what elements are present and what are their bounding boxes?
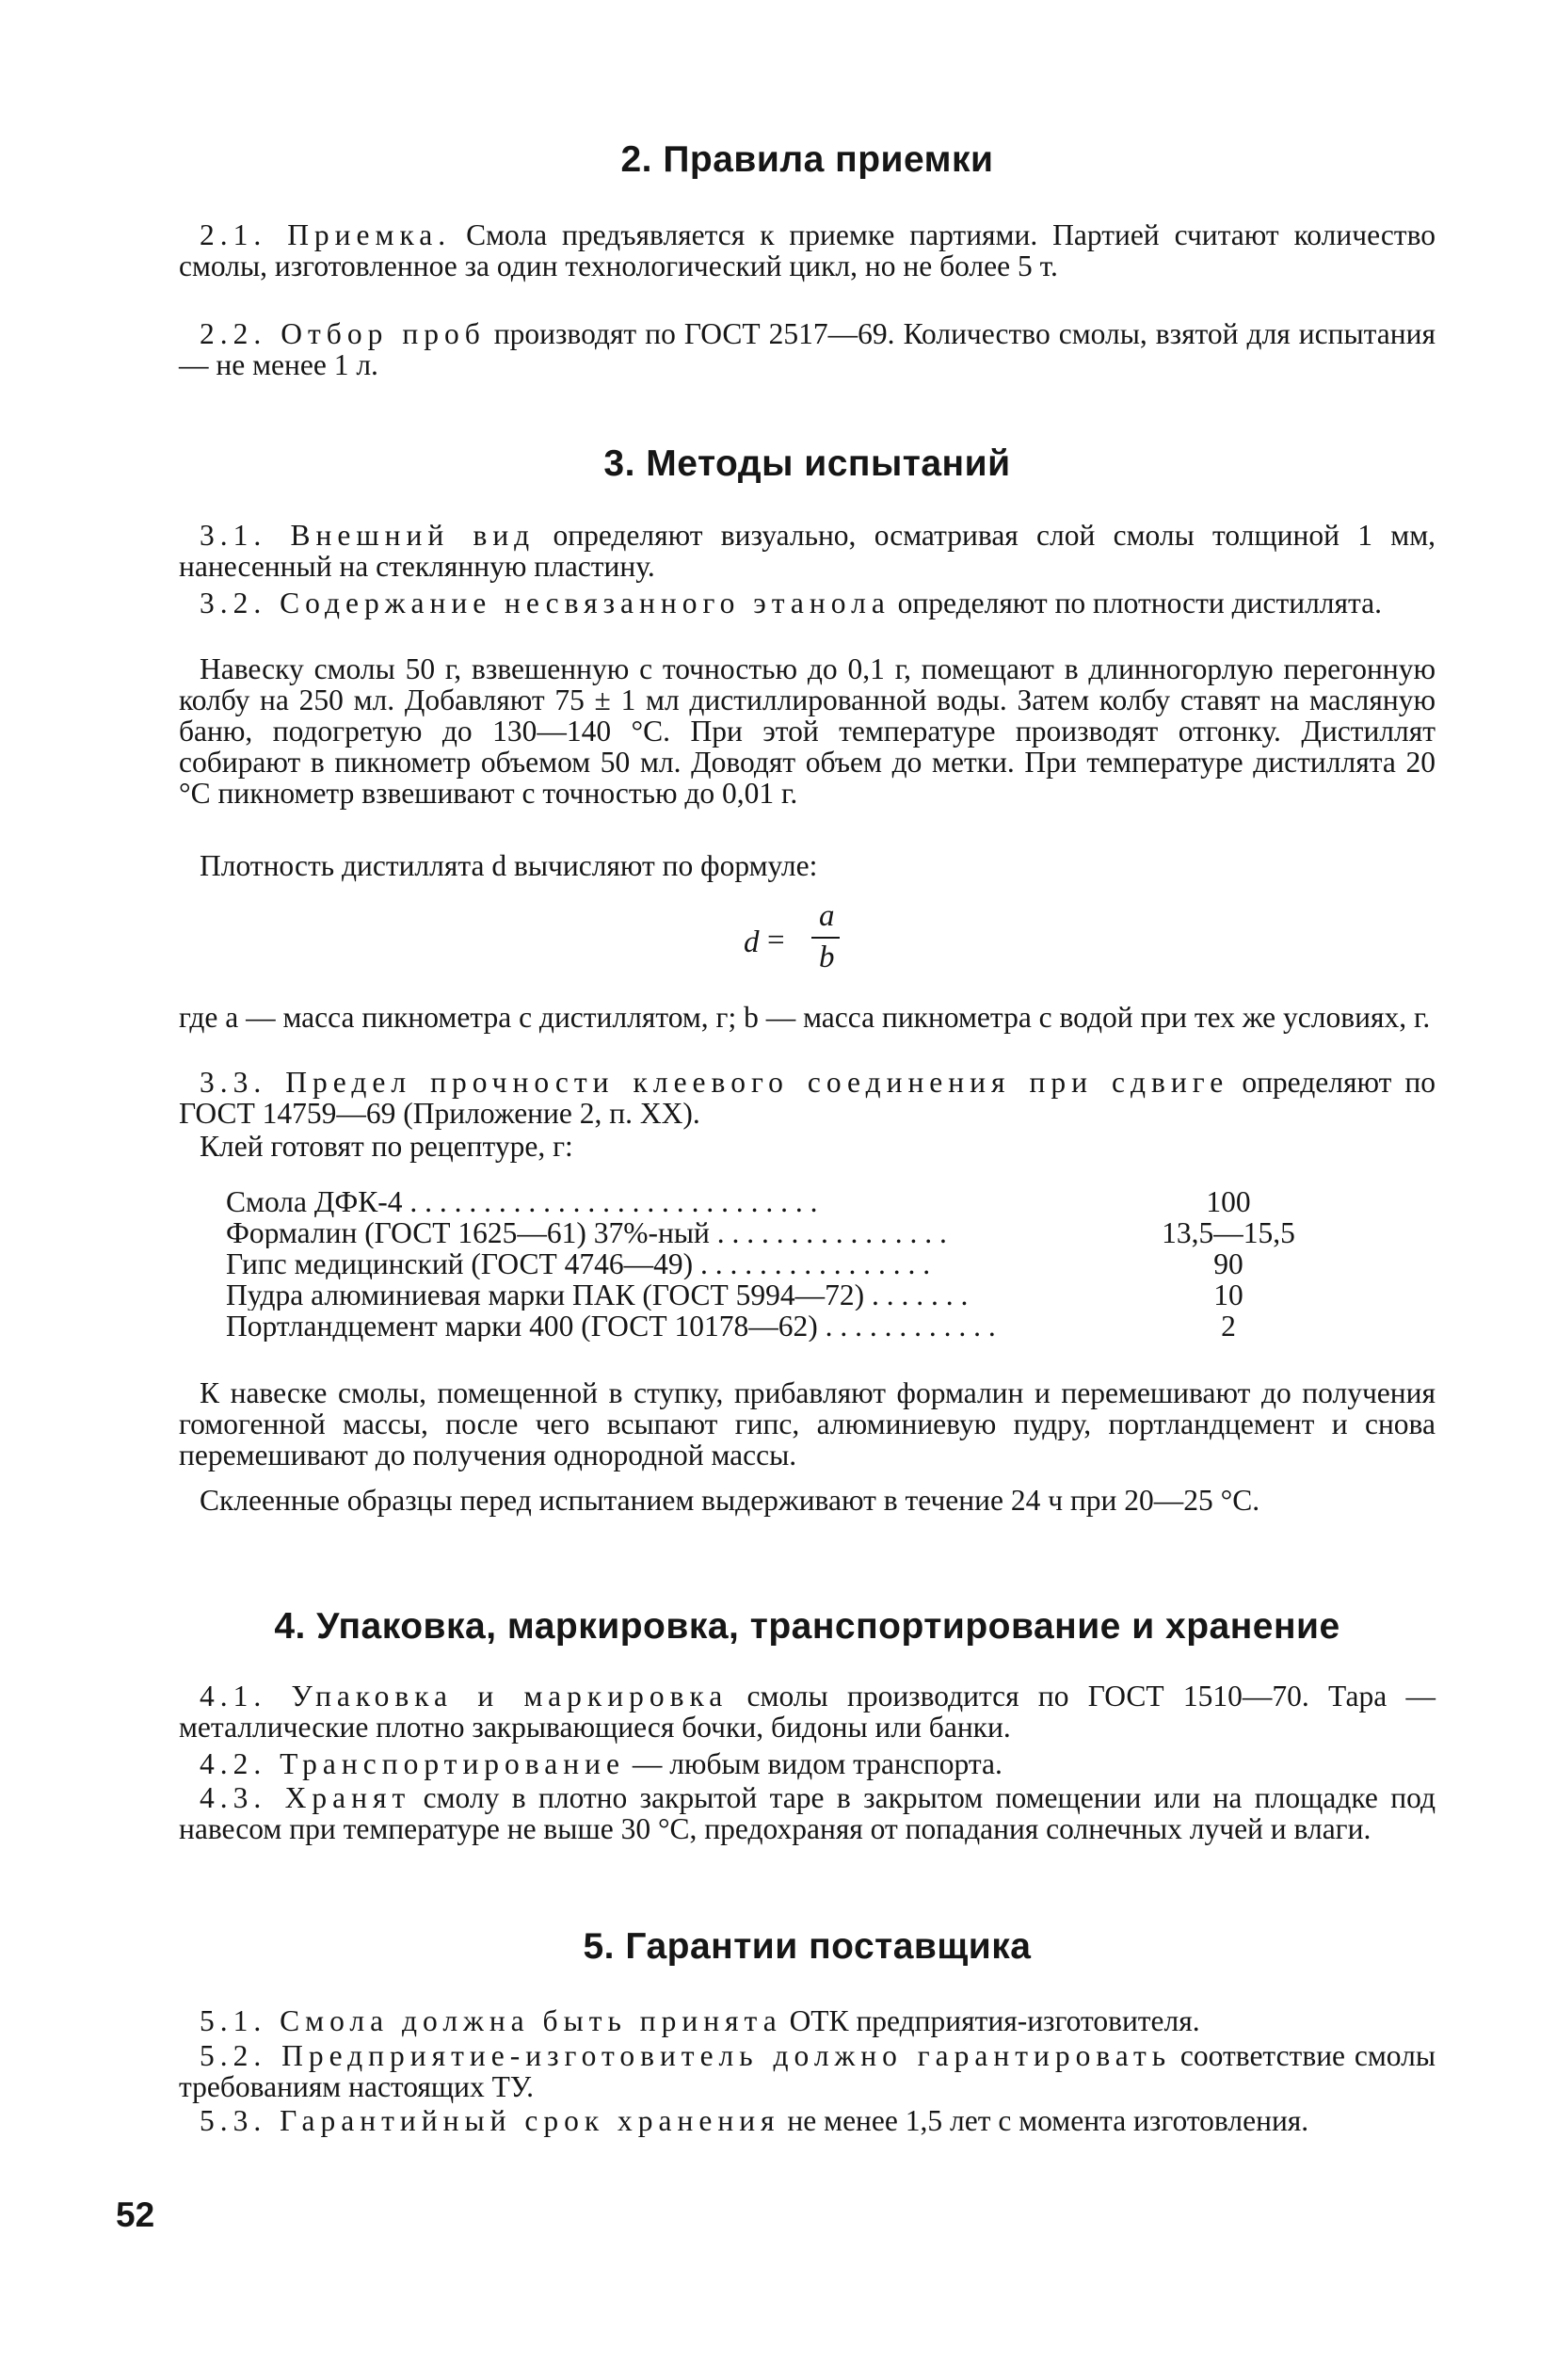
paragraph-mixing: К навеске смолы, помещенной в ступку, прибавляют формалин и перемешивают до получения гомогенной массы, после чего всыпают гипс, алюминиевую пудру, портландцемент и снова перемешивают до получения однородной массы. xyxy=(179,1376,1436,1471)
paragraph-text: производят по ГОСТ 2517—69. Количество смолы, взятой для испытания — не менее 1 л. xyxy=(179,317,1436,381)
paragraph-4-2 xyxy=(179,1748,1436,1779)
term-label: 3.3. Предел прочности клеевого соединения при сдвиге xyxy=(200,1066,1229,1099)
paragraph-curing: Склеенные образцы перед испытанием выдерживают в течение 24 ч при 20—25 °С. xyxy=(200,1484,1260,1517)
recipe-value: 100 xyxy=(1206,1185,1251,1218)
recipe-row xyxy=(226,1186,1384,1217)
paragraph-3-3 xyxy=(179,1067,1436,1129)
paragraph-text: определяют по плотности дистиллята. xyxy=(890,587,1383,619)
term-label: 3.2. Содержание несвязанного этанола xyxy=(200,587,890,619)
recipe-row xyxy=(226,1217,1384,1248)
section-5-title: 5. Гарантии поставщика xyxy=(583,1926,1032,1967)
paragraph-text: соответствие смолы требованиям настоящих ТУ. xyxy=(179,2039,1436,2103)
recipe-item: Формалин (ГОСТ 1625—61) 37%-ный . . . . . . . . . . . . . . . . xyxy=(226,1217,947,1248)
recipe-row xyxy=(226,1311,1384,1342)
paragraph-3-1 xyxy=(179,520,1436,582)
term-label: 5.3. Гарантийный срок хранения xyxy=(200,2104,780,2137)
paragraph-text: смолу в плотно закрытой таре в закрытом помещении или на площадке под навесом при температуре не выше 30 °С, предохраняя от попадания солнечных лучей и влаги. xyxy=(179,1781,1436,1845)
recipe-item: Пудра алюминиевая марки ПАК (ГОСТ 5994—72) . . . . . . . xyxy=(226,1279,969,1311)
recipe-value: 10 xyxy=(1213,1278,1243,1311)
term-label: 3.1. Внешний вид xyxy=(200,519,536,552)
paragraph-density: Плотность дистиллята d вычисляют по формуле: xyxy=(200,849,818,882)
paragraph-text: не менее 1,5 лет с момента изготовления. xyxy=(779,2104,1309,2137)
formula-numerator: a xyxy=(819,899,835,933)
term-label: 2.1. Приемка. xyxy=(200,218,452,251)
recipe-value: 2 xyxy=(1221,1310,1236,1343)
paragraph-recipe-intro: Клей готовят по рецептуре, г: xyxy=(200,1130,573,1163)
term-label: 4.1. Упаковка и маркировка xyxy=(200,1680,729,1713)
recipe-item: Гипс медицинский (ГОСТ 4746—49) . . . . . . . . . . . . . . . . xyxy=(226,1248,931,1279)
formula-equals: = xyxy=(767,924,785,957)
paragraph-4-3 xyxy=(179,1782,1436,1844)
paragraph-2-2 xyxy=(179,318,1436,380)
term-label: 2.2. Отбор проб xyxy=(200,317,486,350)
term-label: 5.1. Смола должна быть принята xyxy=(200,2004,782,2037)
paragraph-text: определяют визуально, осматривая слой смолы толщиной 1 мм, нанесенный на стеклянную пластину. xyxy=(179,519,1436,583)
paragraph-where: где a — масса пикнометра с дистиллятом, г; b — масса пикнометра с водой при тех же условиях, г. xyxy=(179,1001,1431,1034)
paragraph-5-2 xyxy=(179,2040,1436,2102)
recipe-row xyxy=(226,1279,1384,1311)
term-label: 5.2. Предприятие-изготовитель должно гарантировать xyxy=(200,2039,1172,2072)
recipe-value: 13,5—15,5 xyxy=(1162,1216,1295,1249)
paragraph-text: ОТК предприятия-изготовителя. xyxy=(781,2004,1200,2037)
paragraph-4-1 xyxy=(179,1680,1436,1743)
paragraph-5-3 xyxy=(179,2105,1436,2136)
paragraph-3-2 xyxy=(179,587,1436,619)
section-3-title: 3. Методы испытаний xyxy=(603,443,1011,484)
paragraph-text: смолы производится по ГОСТ 1510—70. Тара — металлические плотно закрывающиеся бочки, бидоны или банки. xyxy=(179,1680,1436,1744)
section-2-title: 2. Правила приемки xyxy=(620,139,994,180)
paragraph-text: Смола предъявляется к приемке партиями. Партией считают количество смолы, изготовленное за один технологический цикл, но не более 5 т. xyxy=(179,218,1436,282)
paragraph-5-1 xyxy=(179,2005,1436,2036)
formula-lhs: d xyxy=(744,925,760,959)
recipe-value: 90 xyxy=(1213,1247,1243,1280)
page-number: 52 xyxy=(116,2195,155,2234)
paragraph-text: — любым видом транспорта. xyxy=(624,1747,1003,1780)
section-4-title: 4. Упаковка, маркировка, транспортирование и хранение xyxy=(274,1606,1340,1647)
term-label: 4.3. Хранят xyxy=(200,1781,411,1814)
paragraph-text: определяют по ГОСТ 14759—69 (Приложение 2, п. XX). xyxy=(179,1066,1436,1130)
paragraph-2-1 xyxy=(179,219,1436,281)
recipe-item: Портландцемент марки 400 (ГОСТ 10178—62) . . . . . . . . . . . . xyxy=(226,1311,996,1342)
density-formula xyxy=(179,899,1436,974)
paragraph-3-2-procedure: Навеску смолы 50 г, взвешенную с точностью до 0,1 г, помещают в длинногорлую перегонную колбу на 250 мл. Добавляют 75 ± 1 мл дистиллированной воды. Затем колбу ставят на масляную баню, подогретую до 130—140 °С. При этой температуре производят отгонку. Дистиллят собирают в пикнометр объемом 50 мл. Доводят объем до метки. При температуре дистиллята 20 °С пикнометр взвешивают с точностью до 0,01 г. xyxy=(179,652,1436,810)
formula-denominator: b xyxy=(819,941,835,974)
recipe-item: Смола ДФК-4 . . . . . . . . . . . . . . . . . . . . . . . . . . . . xyxy=(226,1186,818,1217)
recipe-table xyxy=(226,1186,1384,1342)
recipe-row xyxy=(226,1248,1384,1279)
fraction-line xyxy=(811,937,840,939)
term-label: 4.2. Транспортирование xyxy=(200,1747,625,1780)
